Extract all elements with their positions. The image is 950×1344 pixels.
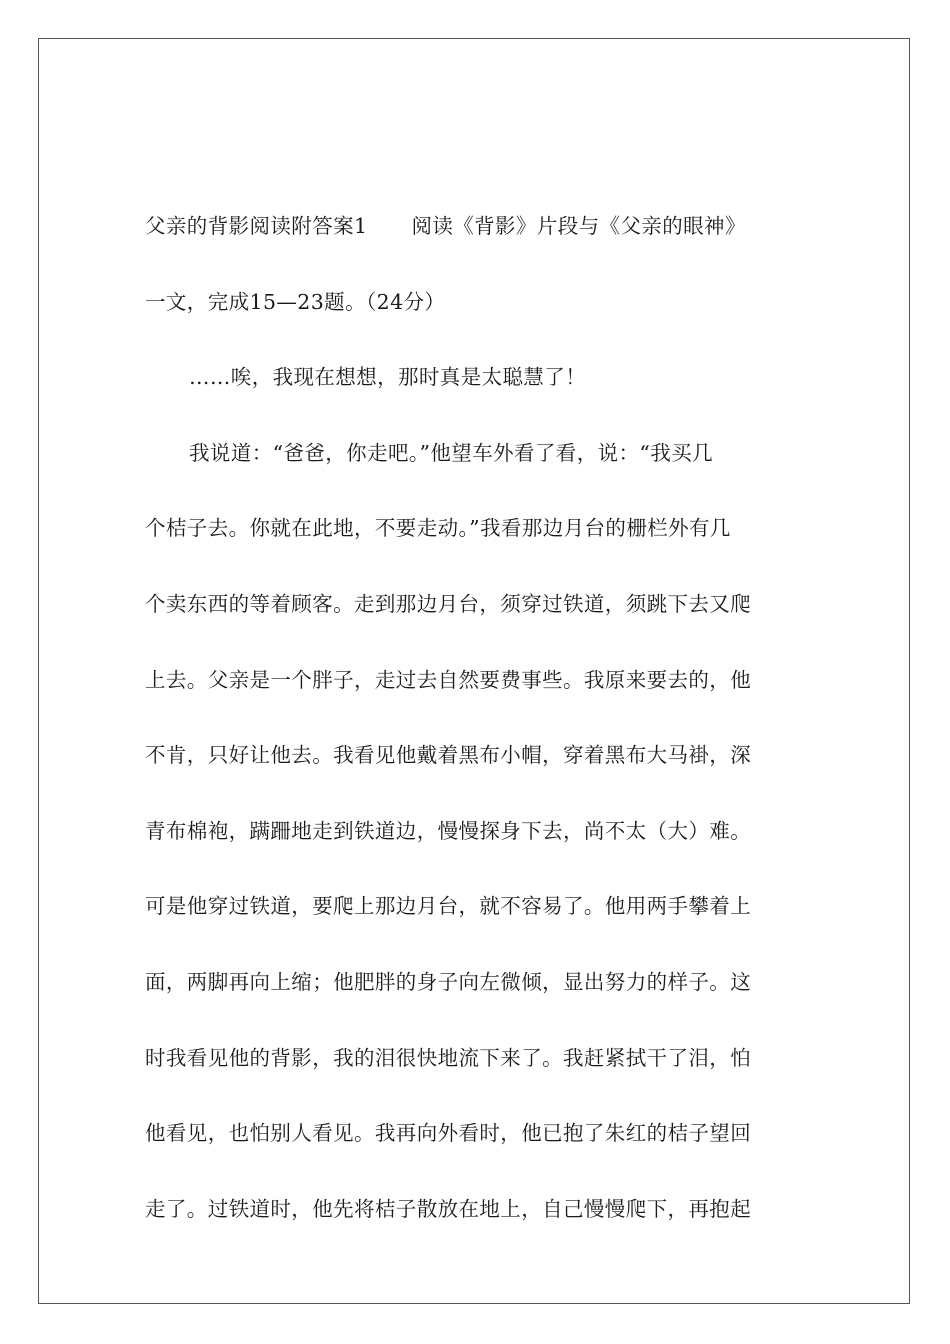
paragraph-2-line: 走了。过铁道时，他先将桔子散放在地上，自己慢慢爬下，再抱起 [145,1196,752,1221]
title-line [145,203,795,279]
paragraph-2-line: 我说道：“爸爸，你走吧。”他望车外看了看，说：“我买几 [189,440,713,465]
document-title: 父亲的背影阅读附答案1 [145,214,368,238]
paragraph-2-line: 面，两脚再向上缩；他肥胖的身子向左微倾，显出努力的样子。这 [145,969,752,994]
document-body [145,203,795,1261]
paragraph-2-line: 个卖东西的等着顾客。走到那边月台，须穿过铁道，须跳下去又爬 [145,591,752,616]
paragraph-2-line: 他看见，也怕别人看见。我再向外看时，他已抱了朱红的桔子望回 [145,1121,752,1146]
paragraph-2-line: 不肯，只好让他去。我看见他戴着黑布小帽，穿着黑布大马褂，深 [145,743,752,768]
paragraph-2-line: 上去。父亲是一个胖子，走过去自然要费事些。我原来要去的，他 [145,667,752,692]
paragraph-2-line: 青布棉袍，蹒跚地走到铁道边，慢慢探身下去，尚不太（大）难。 [145,818,752,843]
paragraph-2-line: 时我看见他的背影，我的泪很快地流下来了。我赶紧拭干了泪，怕 [145,1045,752,1070]
instruction-line: 一文，完成15—23题。（24分） [145,289,446,314]
paragraph-1: ……唉，我现在想想，那时真是太聪慧了！ [189,365,587,390]
paragraph-2-line: 可是他穿过铁道，要爬上那边月台，就不容易了。他用两手攀着上 [145,894,752,919]
paragraph-2-line: 个桔子去。你就在此地，不要走动。”我看那边月台的栅栏外有几 [145,516,731,541]
instruction-text: 阅读《背影》片段与《父亲的眼神》 [411,214,746,238]
